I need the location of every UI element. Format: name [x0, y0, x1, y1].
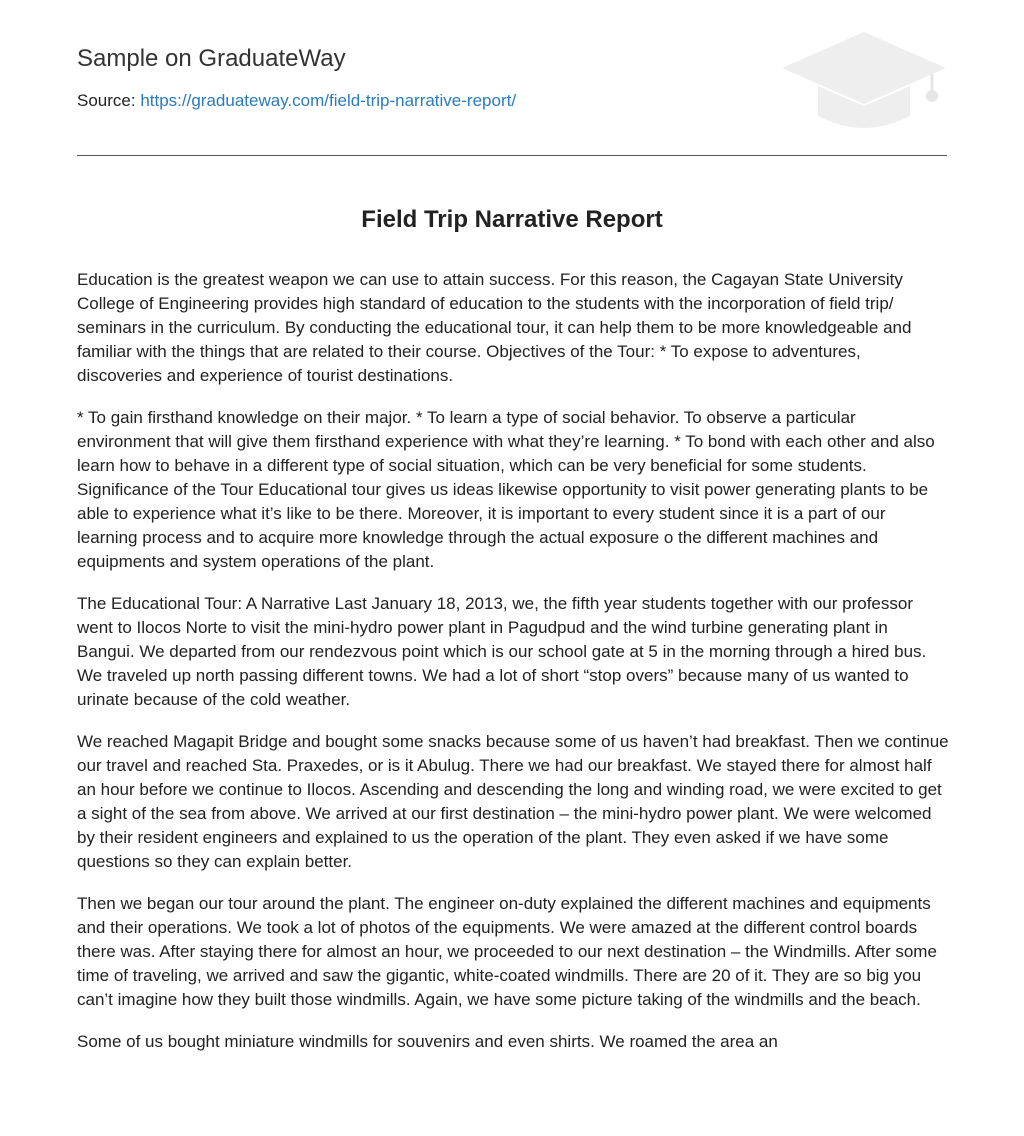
paragraph: We reached Magapit Bridge and bought some snacks because some of us haven’t had breakfast. Then we continue our travel and reached Sta. Praxedes, or is it Abulug. There we had our breakfast. We stayed there for almost half an hour before we continue to Ilocos. Ascending and descending the long and winding road, we were excited to get a sight of the sea from above. We arrived at our first destination – the mini-hydro power plant. We were welcomed by their resident engineers and explained to us the operation of the plant. They even asked if we have some questions so they can explain better. [77, 732, 949, 871]
paragraph: * To gain firsthand knowledge on their major. * To learn a type of social behavior. To observe a particular environment that will give them firsthand experience with what they’re learning. * To bond with each other and also learn how to behave in a different type of social situation, which can be very beneficial for some students. Significance of the Tour Educational tour gives us ideas likewise opportunity to visit power generating plants to be able to experience what it’s like to be there. Moreover, it is important to every student since it is a part of our learning process and to acquire more knowledge through the actual exposure o the different machines and equipments and system operations of the plant. [77, 408, 935, 571]
source-label: Source: [77, 91, 136, 110]
header-divider [77, 155, 947, 156]
paragraph: Then we began our tour around the plant. The engineer on-duty explained the different machines and equipments and their operations. We took a lot of photos of the equipments. We were amazed at the different control boards there was. After staying there for almost an hour, we proceeded to our next destination – the Windmills. After some time of traveling, we arrived and saw the gigantic, white-coated windmills. There are 20 of it. They are so big you can’t imagine how they built those windmills. Again, we have some picture taking of the windmills and the beach. [77, 894, 937, 1009]
document-title: Field Trip Narrative Report [361, 206, 663, 233]
paragraph: Education is the greatest weapon we can use to attain success. For this reason, the Cagayan State University College of Engineering provides high standard of education to the students with the incorporation of field trip/ seminars in the curriculum. By conducting the educational tour, it can help them to be more knowledgeable and familiar with the things that are related to their course. Objectives of the Tour: * To expose to adventures, discoveries and experience of tourist destinations. [77, 270, 912, 385]
source-link[interactable]: https://graduateway.com/field-trip-narrative-report/ [140, 91, 517, 110]
paragraph: Some of us bought miniature windmills for souvenirs and even shirts. We roamed the area an [77, 1032, 778, 1051]
paragraph: The Educational Tour: A Narrative Last January 18, 2013, we, the fifth year students together with our professor went to Ilocos Norte to visit the mini-hydro power plant in Pagudpud and the wind turbine generating plant in Bangui. We departed from our rendezvous point which is our school gate at 5 in the morning through a hired bus. We traveled up north passing different towns. We had a lot of short “stop overs” because many of us wanted to urinate because of the cold weather. [77, 594, 927, 709]
source-line [77, 90, 516, 112]
site-title: Sample on GraduateWay [77, 45, 346, 72]
graduation-cap-icon [780, 30, 948, 134]
document-body [77, 268, 949, 1072]
